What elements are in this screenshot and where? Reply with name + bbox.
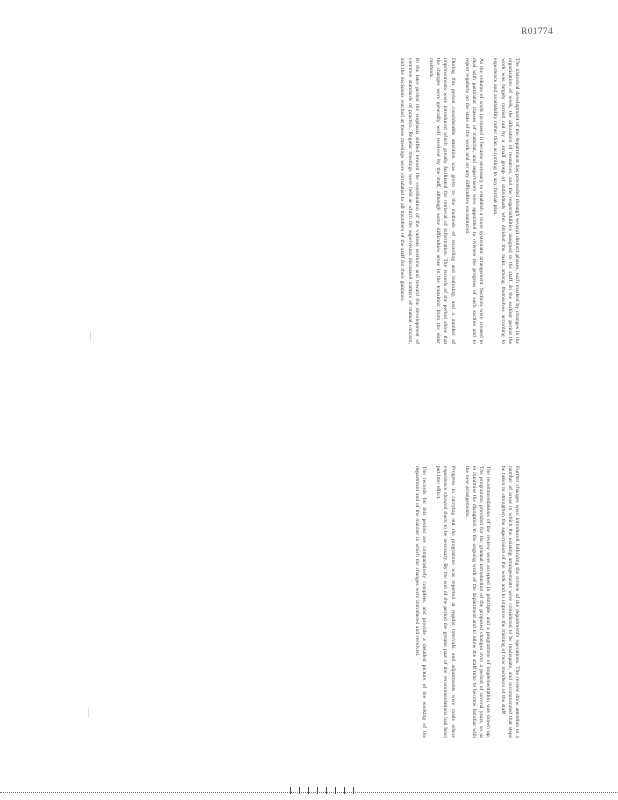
scan-tick	[317, 787, 318, 794]
footer-scan-marks	[290, 787, 490, 795]
upper-text-column	[391, 58, 520, 344]
scan-tick	[290, 787, 291, 794]
lower-text-column	[406, 466, 520, 738]
scan-tick	[344, 787, 345, 794]
scan-tick	[299, 787, 300, 794]
paragraph: Further changes were introduced following the review of the department's operations. The review drew attention to a number of areas in which the existing arrangements were considered to be inadequate, and recommended that steps be taken to strengthen the supervision of the work and to improve the training of new members of the staff.	[499, 466, 520, 738]
scan-tick	[353, 787, 354, 794]
scan-tick	[326, 787, 327, 794]
scan-tick	[308, 787, 309, 794]
paragraph: The recommendations of the review were accepted in principle, and a programme of implementation was drawn up. The programme provided for the gradual introduction of the proposed changes over a period of several years, so as to minimise the disruption to the ongoing work of the department and to allow the staff time to become familiar with the new arrangements.	[463, 466, 492, 738]
paragraph: Progress in carrying out the programme was reported at regular intervals, and adjustments were made where experience showed them to be necessary. By the end of the period the greater part of the recommendations had been put into effect.	[435, 466, 456, 738]
margin-mark-bottom: ......	[86, 708, 92, 717]
scan-tick	[335, 787, 336, 794]
paragraph: In the later period the emphasis shifted toward the coordination of the various sections and toward the development of common standards of practice. Regular meetings were held at which the supervisors discussed matters of mutual concern, and the decisions reached at these meetings were circulated to all members of the staff for their guidance.	[399, 58, 420, 344]
paragraph: As the volume of work increased it became necessary to establish a more systematic arrangement. Sections were created to deal with particular classes of material, and supervisors were appointed to oversee the progress of each section and to report regularly on the state of the work and on any difficulties encountered.	[463, 58, 485, 344]
paragraph: The records for this period are comparatively complete, and provide a detailed picture of the working of the department and of the manner in which the changes were introduced and received.	[413, 466, 427, 738]
paragraph: During this period considerable attention was given to the methods of recording and indexing, and a number of improvements were introduced which greatly facilitated the retrieval of information. The records of the period show that the changes were generally well received by the staff, although some difficulties arose in the transition from the older methods.	[427, 58, 456, 344]
paragraph: The historical development of the department has proceeded through several distinct phases, each marked by changes in the organization of work, the allocation of resources, and the responsibilities assigned to the staff. In the earliest period the work was largely carried out by a small group of individuals who divided the tasks among themselves according to experience and availability rather than according to any formal plan.	[492, 58, 520, 344]
document-id: R01774	[521, 27, 553, 37]
margin-mark-top: ......	[88, 332, 94, 341]
